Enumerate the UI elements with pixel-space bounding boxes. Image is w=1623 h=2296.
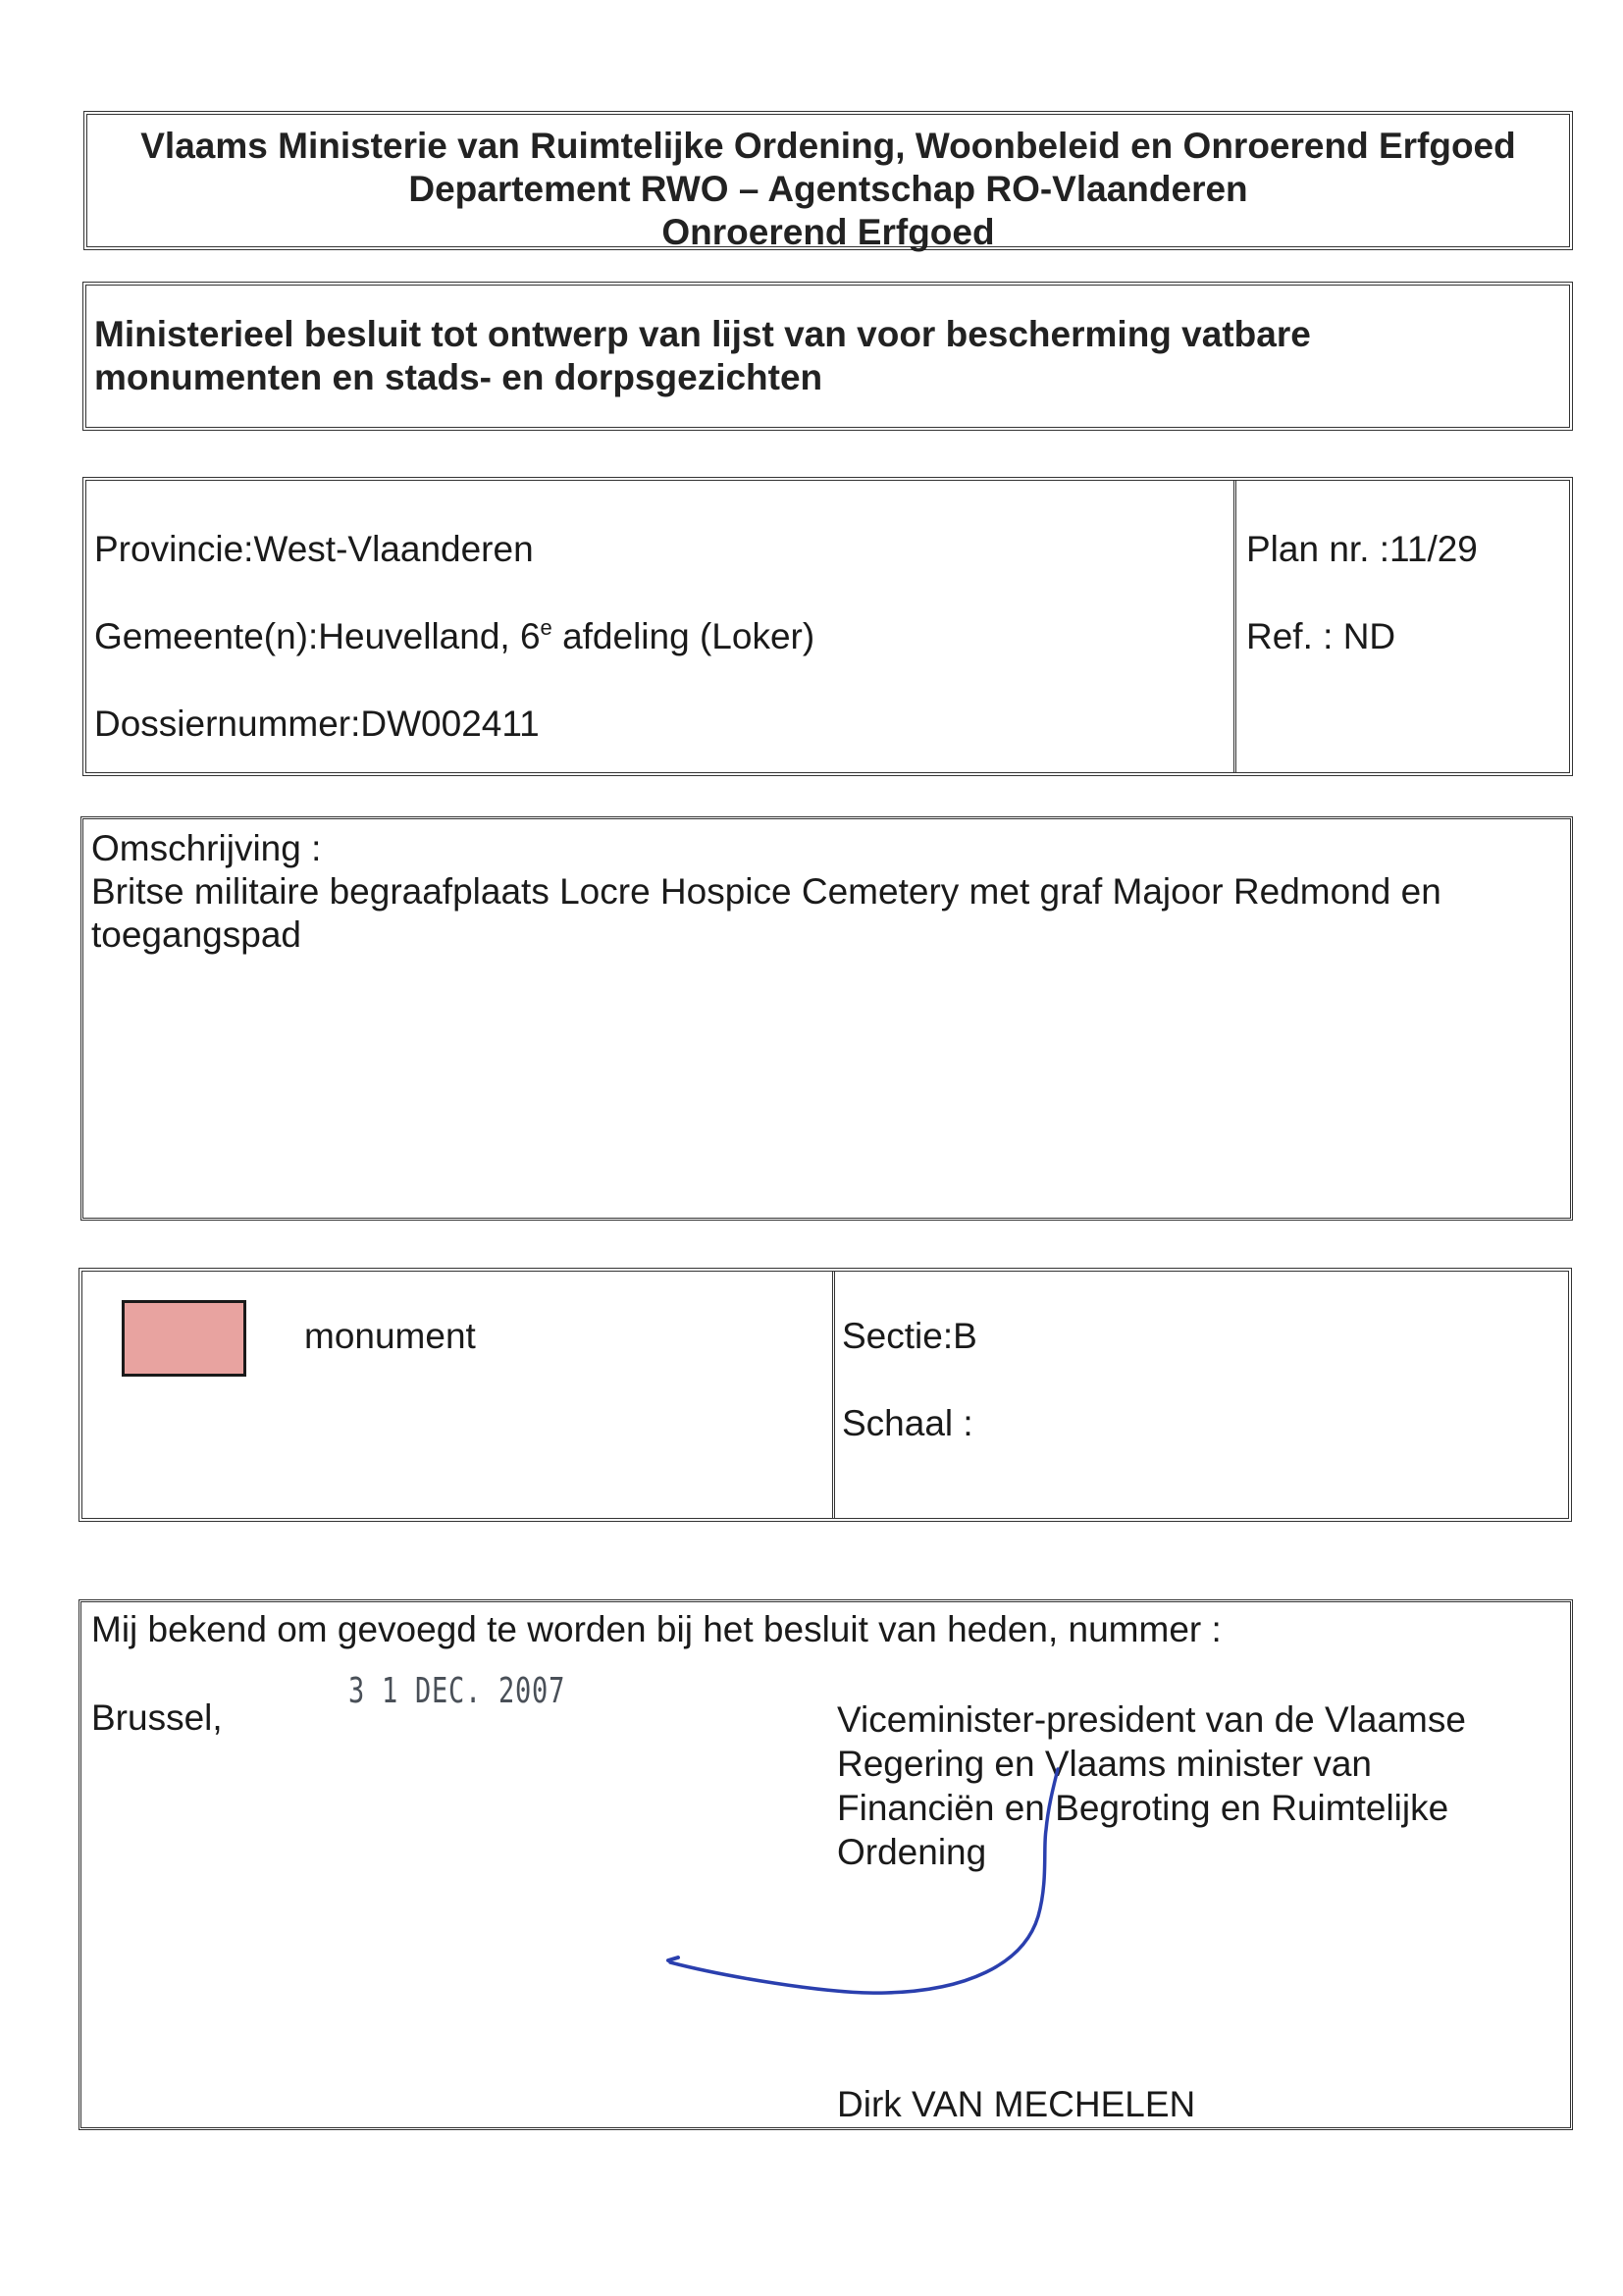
provincie-field: Provincie:West-Vlaanderen — [94, 529, 534, 569]
signatory-title-line-3: Financiën en Begroting en Ruimtelijke — [837, 1788, 1449, 1828]
description-line-2: toegangspad — [91, 914, 301, 955]
department-name: Departement RWO – Agentschap RO-Vlaanderen — [408, 169, 1248, 209]
gemeente-suffix: afdeling (Loker) — [551, 616, 815, 656]
header-box — [83, 111, 1573, 250]
signatory-title-line-4: Ordening — [837, 1832, 987, 1872]
description-label: Omschrijving : — [91, 828, 322, 868]
monument-legend-swatch — [122, 1300, 246, 1377]
reference-field: Ref. : ND — [1246, 616, 1396, 656]
legend-label-monument: monument — [304, 1316, 476, 1356]
dossiernummer-field: Dossiernummer:DW002411 — [94, 704, 540, 744]
description-box — [80, 816, 1573, 1221]
handwritten-signature-icon — [81, 1602, 1573, 2132]
place-text: Brussel, — [91, 1697, 223, 1738]
signatory-name: Dirk VAN MECHELEN — [837, 2084, 1196, 2124]
schaal-field: Schaal : — [842, 1403, 973, 1443]
signatory-title-line-2: Regering en Vlaams minister van — [837, 1744, 1372, 1784]
agency-name: Onroerend Erfgoed — [661, 212, 995, 252]
date-stamp: 3 1 DEC. 2007 — [348, 1671, 566, 1711]
gemeente-prefix: Gemeente(n):Heuvelland, 6 — [94, 616, 541, 656]
decree-title-box — [82, 282, 1573, 431]
gemeente-superscript: e — [540, 615, 552, 640]
legend-column-divider — [832, 1272, 835, 1518]
gemeente-field — [94, 615, 814, 658]
legend-box — [79, 1268, 1572, 1522]
location-box — [82, 477, 1573, 776]
decree-title-line-2: monumenten en stads- en dorpsgezichten — [94, 357, 823, 397]
signatory-title-line-1: Viceminister-president van de Vlaamse — [837, 1699, 1466, 1740]
plan-number-field: Plan nr. :11/29 — [1246, 529, 1478, 569]
acknowledgement-text: Mij bekend om gevoegd te worden bij het besluit van heden, nummer : — [91, 1609, 1222, 1649]
signature-box — [79, 1599, 1573, 2130]
sectie-field: Sectie:B — [842, 1316, 977, 1356]
location-column-divider — [1233, 481, 1236, 772]
decree-title-line-1: Ministerieel besluit tot ontwerp van lijst van voor bescherming vatbare — [94, 314, 1311, 354]
description-line-1: Britse militaire begraafplaats Locre Hospice Cemetery met graf Majoor Redmond en — [91, 871, 1441, 912]
ministry-name: Vlaams Ministerie van Ruimtelijke Ordening, Woonbeleid en Onroerend Erfgoed — [140, 126, 1516, 166]
